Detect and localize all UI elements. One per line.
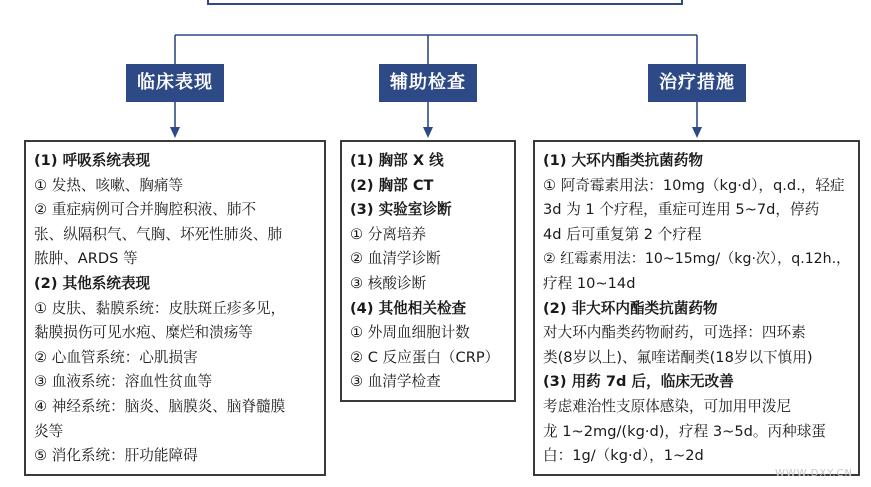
section-heading: (2) 非大环内酯类抗菌药物 (543, 299, 718, 317)
list-item: 龙 1~2mg/(kg·d)，疗程 3~5d。丙种球蛋 (543, 422, 826, 440)
list-item: ③ 血清学检查 (350, 373, 441, 391)
list-item: 炎等 (34, 422, 64, 440)
list-item: 3d 为 1 个疗程，重症可连用 5~7d，停药 (543, 201, 820, 219)
list-item: ② C 反应蛋白（CRP） (350, 348, 500, 366)
list-item: ⑤ 消化系统：肝功能障碍 (34, 447, 198, 465)
section-heading: (2) 其他系统表现 (34, 274, 151, 292)
section-heading: (1) 大环内酯类抗菌药物 (543, 152, 703, 169)
box-clinical-manifestations (24, 140, 326, 476)
list-item: 张、纵隔积气、气胸、坏死性肺炎、肺 (34, 225, 283, 243)
list-item: ① 外周血细胞计数 (350, 324, 470, 342)
list-item: ② 心血管系统：心肌损害 (34, 348, 198, 366)
list-item: 对大环内酯类药物耐药，可选择：四环素 (543, 324, 806, 342)
box-treatment-measures (533, 140, 860, 476)
section-heading: (4) 其他相关检查 (350, 299, 467, 317)
box-auxiliary-examinations (340, 140, 516, 402)
list-item: 黏膜损伤可见水疱、糜烂和溃疡等 (34, 324, 253, 342)
list-item: 疗程 10~14d (543, 274, 636, 292)
list-item: 脓肿、ARDS 等 (34, 250, 138, 268)
section-heading: (1) 呼吸系统表现 (34, 152, 151, 169)
list-item: ① 分离培养 (350, 225, 427, 243)
list-item: 考虑难治性支原体感染，可加用甲泼尼 (543, 397, 792, 415)
list-item: ③ 血液系统：溶血性贫血等 (34, 373, 213, 391)
list-item: ② 红霉素用法：10~15mg/（kg·次），q.12h.， (543, 251, 851, 268)
list-item: ① 发热、咳嗽、胸痛等 (34, 176, 184, 194)
list-item: ③ 核酸诊断 (350, 274, 427, 292)
section-heading: (1) 胸部 X 线 (350, 152, 444, 169)
section-heading: (3) 实验室诊断 (350, 201, 452, 219)
header-treatment-measures: 治疗措施 (648, 64, 746, 102)
list-item: 4d 后可重复第 2 个疗程 (543, 225, 702, 243)
list-item: 白：1g/（kg·d），1~2d (543, 447, 704, 465)
header-auxiliary-examinations: 辅助检查 (379, 64, 477, 102)
watermark-text: WWW.DXY.CN (775, 468, 853, 479)
list-item: 类(8岁以上)、氟喹诺酮类(18岁以下慎用) (543, 348, 813, 366)
header-clinical-manifestations: 临床表现 (126, 64, 224, 102)
section-heading: (3) 用药 7d 后，临床无改善 (543, 373, 734, 391)
list-item: ② 血清学诊断 (350, 250, 441, 268)
list-item: ② 重症病例可合并胸腔积液、肺不 (34, 201, 257, 219)
list-item: ① 阿奇霉素用法：10mg（kg·d），q.d.，轻症 (543, 176, 845, 194)
section-heading: (2) 胸部 CT (350, 176, 434, 194)
list-item: ④ 神经系统：脑炎、脑膜炎、脑脊髓膜 (34, 397, 286, 415)
list-item: ① 皮肤、黏膜系统：皮肤斑丘疹多见， (34, 299, 286, 317)
